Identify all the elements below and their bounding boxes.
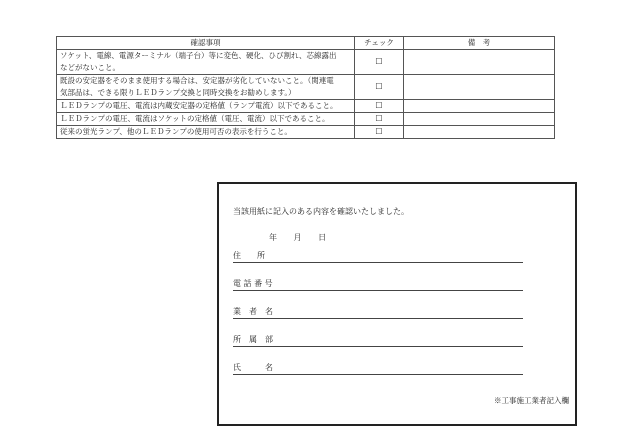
check-item <box>57 100 355 113</box>
item-line: ＬＥＤランプの電圧、電流はソケットの定格値（電圧、電流）以下であること。 <box>60 114 330 123</box>
remarks-cell[interactable] <box>404 50 555 75</box>
contractor-confirmation-box <box>217 182 577 426</box>
date-year-label: 年 <box>269 233 277 242</box>
table-header-row <box>57 37 555 50</box>
table-row <box>57 75 555 100</box>
table-row <box>57 50 555 75</box>
item-line: ソケット、電線、電源ターミナル（端子台）等に変色、硬化、ひび割れ、芯線露出 <box>60 51 337 60</box>
header-remarks: 備 考 <box>404 37 555 50</box>
check-box[interactable]: ☐ <box>355 126 404 139</box>
check-item <box>57 50 355 75</box>
company-label: 業 者 名 <box>233 307 273 316</box>
item-line: などがないこと。 <box>60 63 120 72</box>
date-day-label: 日 <box>318 233 327 242</box>
department-label: 所 属 部 <box>233 335 273 344</box>
remarks-cell[interactable] <box>404 113 555 126</box>
check-box[interactable]: ☐ <box>355 100 404 113</box>
check-box[interactable]: ☐ <box>355 75 404 100</box>
confirmation-statement: 当該用紙に記入のある内容を確認いたしました。 <box>233 207 409 216</box>
check-box[interactable]: ☐ <box>355 113 404 126</box>
remarks-cell[interactable] <box>404 100 555 113</box>
remarks-cell[interactable] <box>404 75 555 100</box>
header-check: チェック <box>355 37 404 50</box>
check-item <box>57 75 355 100</box>
checklist-table <box>56 36 555 139</box>
check-item <box>57 126 355 139</box>
item-line: 気部品は、できる限りＬＥＤランプ交換と同時交換をお勧めします。） <box>60 88 296 97</box>
remarks-cell[interactable] <box>404 126 555 139</box>
header-item: 確認事項 <box>57 37 355 50</box>
table-row <box>57 113 555 126</box>
date-month-label: 月 <box>293 233 302 242</box>
phone-field[interactable] <box>233 278 523 291</box>
table-row <box>57 126 555 139</box>
address-field[interactable] <box>233 250 523 263</box>
company-field[interactable] <box>233 306 523 319</box>
check-box[interactable]: ☐ <box>355 50 404 75</box>
phone-label: 電 話 番 号 <box>233 279 273 288</box>
contractor-note: ※工事施工業者記入欄 <box>494 396 569 405</box>
item-line: ＬＥＤランプの電圧、電流は内蔵安定器の定格値（ランプ電流）以下であること。 <box>60 101 338 110</box>
department-field[interactable] <box>233 334 523 347</box>
date-line[interactable] <box>269 232 340 243</box>
name-field[interactable] <box>233 362 523 375</box>
check-item <box>57 113 355 126</box>
item-line: 従来の蛍光ランプ、他のＬＥＤランプの使用可否の表示を行うこと。 <box>60 127 292 136</box>
name-label: 氏 名 <box>233 363 273 372</box>
address-label: 住 所 <box>233 251 265 260</box>
item-line: 既設の安定器をそのまま使用する場合は、安定器が劣化していないこと。（関連電 <box>60 76 334 85</box>
table-row <box>57 100 555 113</box>
